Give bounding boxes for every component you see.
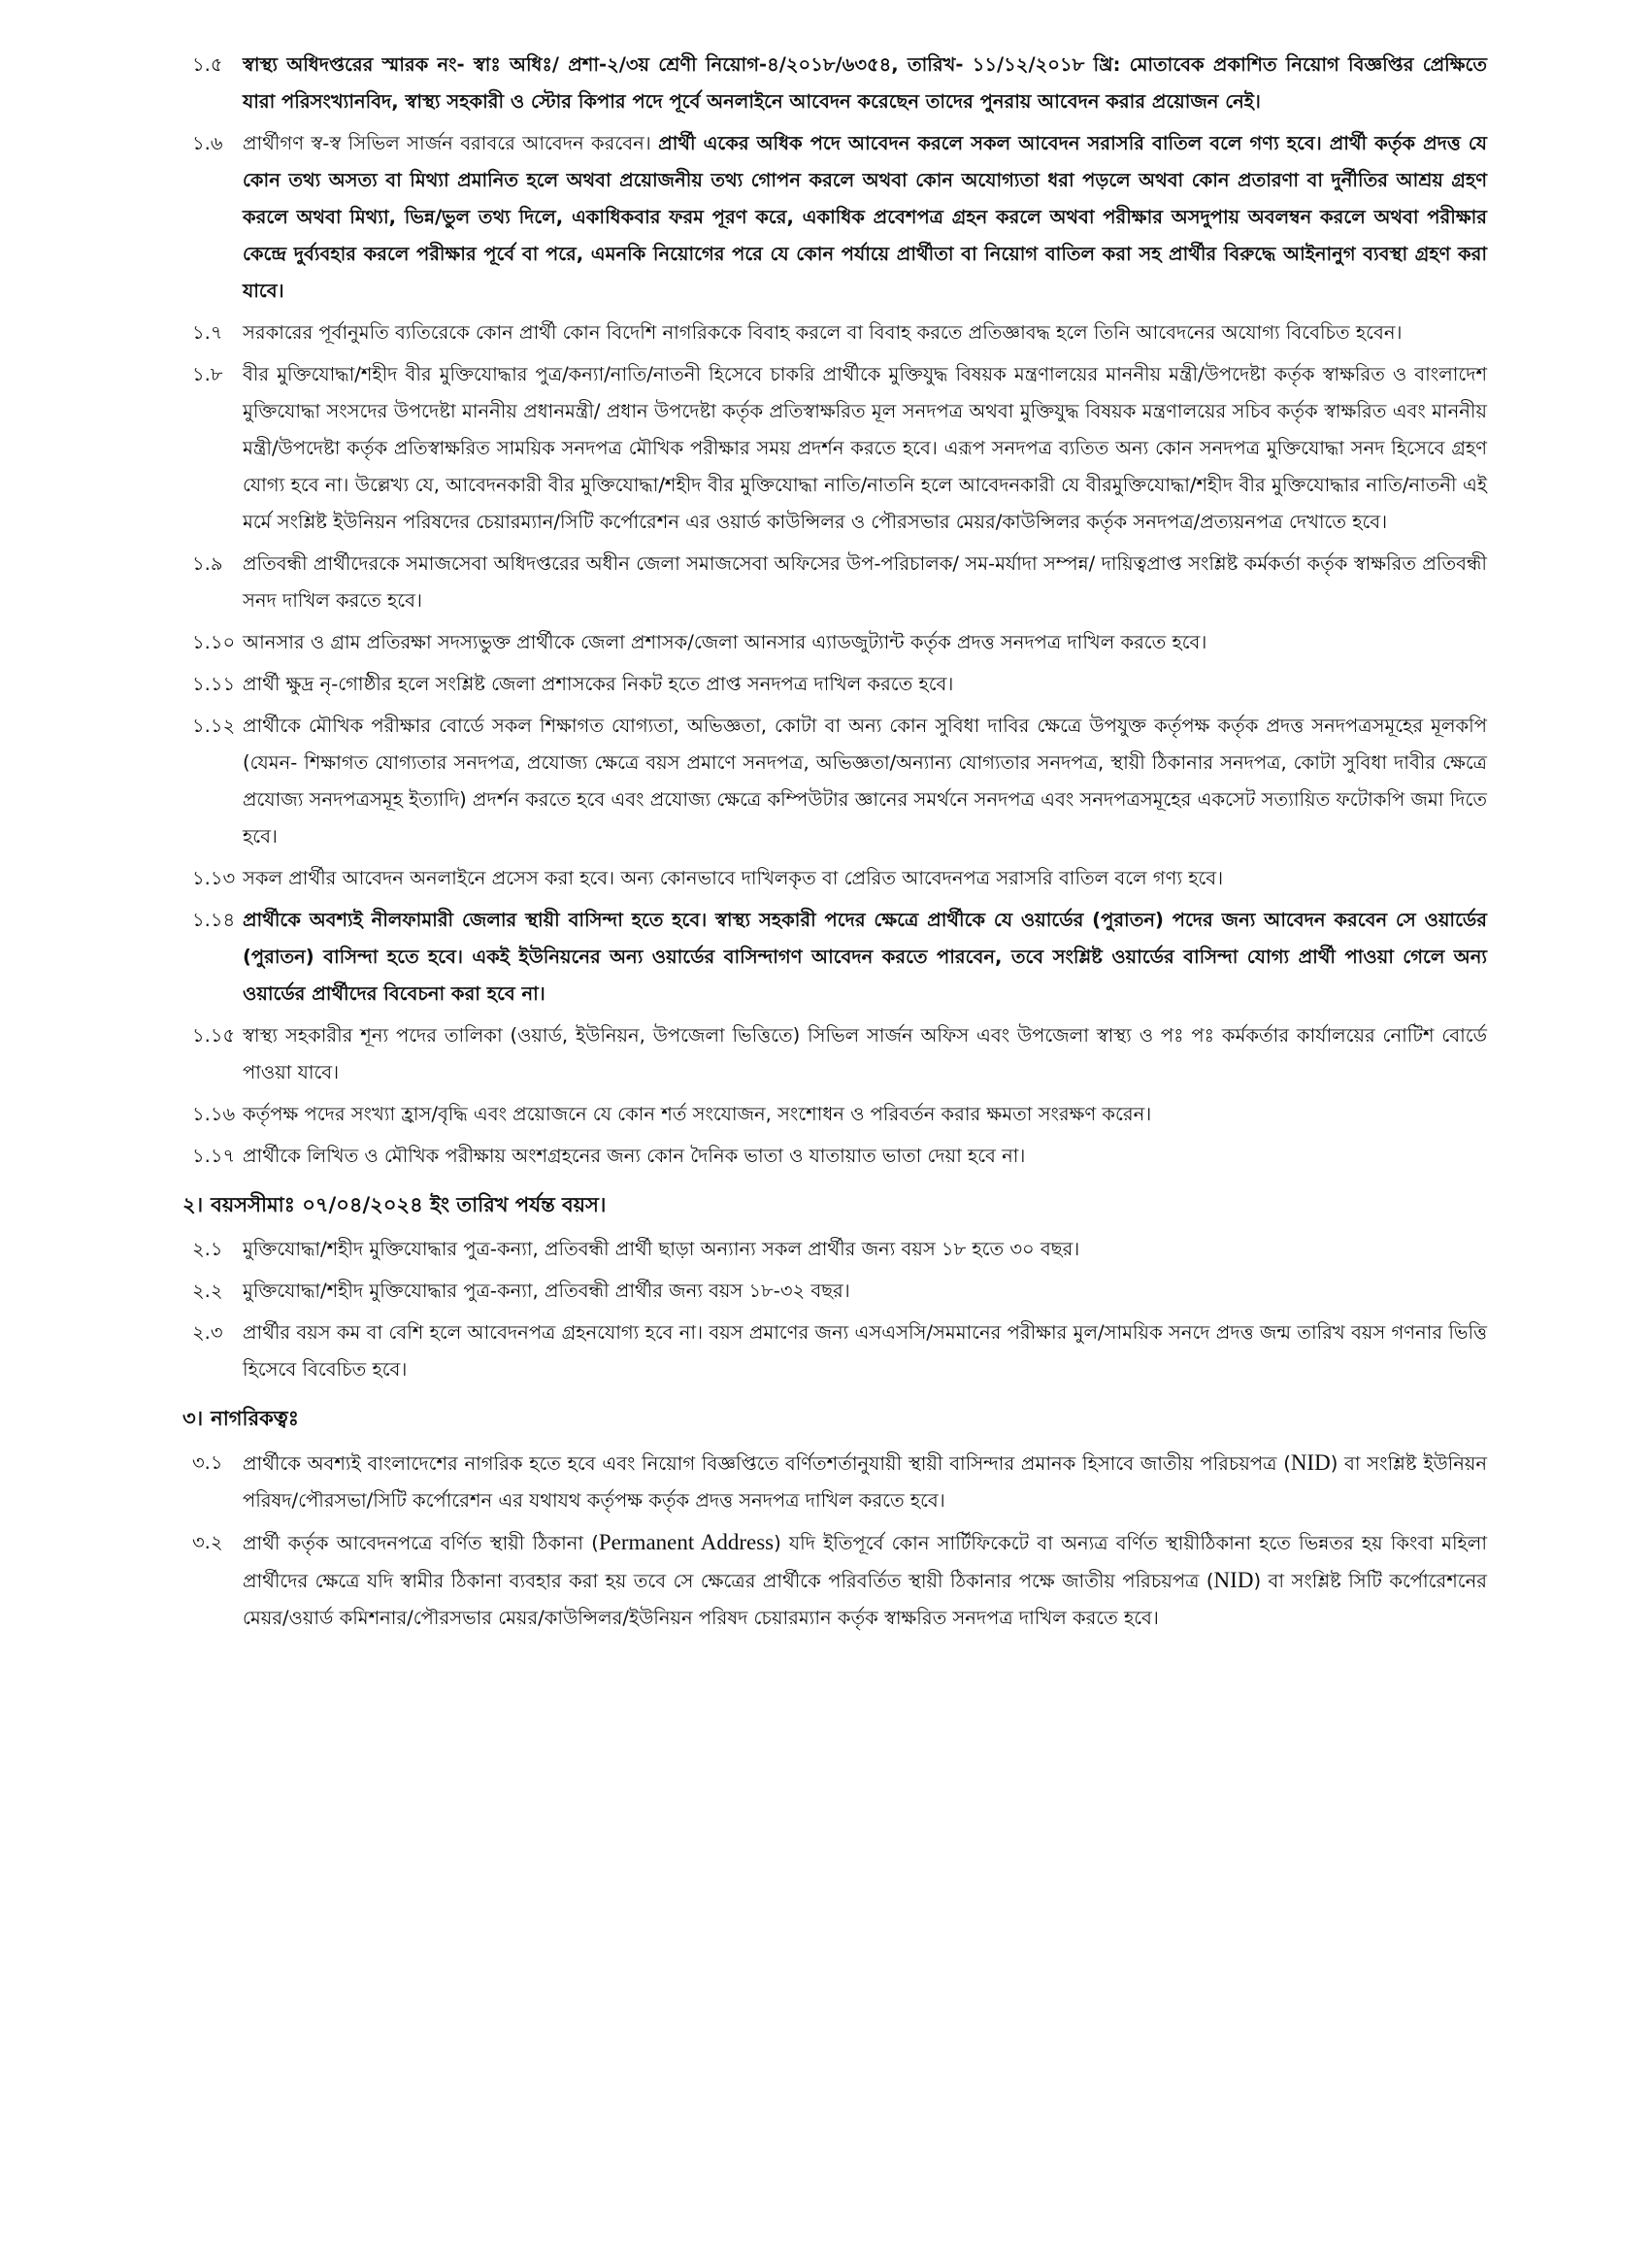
section-heading-age-limit — [182, 1186, 1487, 1223]
clause-1-6 — [192, 125, 1487, 310]
clause-number: ১.১৪ — [192, 909, 236, 931]
clause-1-15 — [192, 1017, 1487, 1091]
clause-text: স্বাস্থ্য সহকারীর শূন্য পদের তালিকা (ওয়ার্ড, ইউনিয়ন, উপজেলা ভিত্তিতে) সিভিল সার্জন অফিস এবং উপজেলা স্বাস্থ্য ও পঃ পঃ কর্মকর্তার কার্যালয়ের নোটিশ বোর্ডে পাওয়া যাবে। — [243, 1024, 1487, 1083]
clause-text: মুক্তিযোদ্ধা/শহীদ মুক্তিযোদ্ধার পুত্র-কন্যা, প্রতিবন্ধী প্রার্থীর জন্য বয়স ১৮-৩২ বছর। — [243, 1280, 850, 1302]
clause-1-10 — [192, 624, 1487, 661]
clause-3-2 — [192, 1524, 1487, 1637]
clause-number: ২.১ — [192, 1238, 223, 1260]
clause-text: স্বাস্থ্য অধিদপ্তরের স্মারক নং- স্বাঃ অধিঃ/ প্রশা-২/৩য় শ্রেণী নিয়োগ-৪/২০১৮/৬৩৫৪, তারিখ- ১১/১২/২০১৮ খ্রি: মোতাবেক প্রকাশিত নিয়োগ বিজ্ঞপ্তির প্রেক্ষিতে যারা পরিসংখ্যানবিদ, স্বাস্থ্য সহকারী ও স্টোর কিপার পদে পূর্বে অনলাইনে আবেদন করেছেন তাদের পুনরায় আবেদন করার প্রয়োজন নেই। — [243, 53, 1487, 113]
clause-text: ) যদি ইতিপূর্বে কোন সার্টিফিকেটে বা অন্যত্র বর্ণিত স্থায়ীঠিকানা হতে ভিন্নতর হয় কিংবা মহিলা প্রার্থীদের ক্ষেত্রে যদি স্বামীর ঠিকানা ব্যবহার করা হয় তবে সে ক্ষেত্রের প্রার্থীকে পরিবর্তিত স্থায়ী ঠিকানার পক্ষে জাতীয় পরিচয়পত্র ( — [243, 1532, 1487, 1592]
clause-text: প্রার্থীকে লিখিত ও মৌখিক পরীক্ষায় অংশগ্রহনের জন্য কোন দৈনিক ভাতা ও যাতায়াত ভাতা দেয়া হবে না। — [243, 1145, 1026, 1167]
clause-text: সকল প্রার্থীর আবেদন অনলাইনে প্রসেস করা হবে। অন্য কোনভাবে দাখিলকৃত বা প্রেরিত আবেদনপত্র সরাসরি বাতিল বলে গণ্য হবে। — [243, 867, 1224, 889]
section-number: ৩। — [182, 1407, 204, 1430]
clause-text: প্রার্থী ক্ষুদ্র নৃ-গোষ্ঠীর হলে সংশ্লিষ্ট জেলা প্রশাসকের নিকট হতে প্রাপ্ত সনদপত্র দাখিল করতে হবে। — [243, 673, 954, 695]
clause-text: প্রতিবন্ধী প্রার্থীদেরকে সমাজসেবা অধিদপ্তরের অধীন জেলা সমাজসেবা অফিসের উপ-পরিচালক/ সম-মর্যাদা সম্পন্ন/ দায়িত্বপ্রাপ্ত সংশ্লিষ্ট কর্মকর্তা কর্তৃক স্বাক্ষরিত প্রতিবন্ধী সনদ দাখিল করতে হবে। — [243, 552, 1487, 612]
clause-number: ৩.২ — [192, 1531, 223, 1553]
clause-text: আনসার ও গ্রাম প্রতিরক্ষা সদস্যভুক্ত প্রার্থীকে জেলা প্রশাসক/জেলা আনসার এ্যাডজুট্যান্ট কর্তৃক প্রদত্ত সনদপত্র দাখিল করতে হবে। — [243, 631, 1207, 653]
clause-1-16 — [192, 1096, 1487, 1133]
clause-3-1 — [192, 1445, 1487, 1519]
clause-number: ১.১০ — [192, 631, 236, 653]
clause-text: প্রার্থীকে অবশ্যই নীলফামারী জেলার স্থায়ী বাসিন্দা হতে হবে। স্বাস্থ্য সহকারী পদের ক্ষেত্রে প্রার্থীকে যে ওয়ার্ডের (পুরাতন) পদের জন্য আবেদন করবেন সে ওয়ার্ডের (পুরাতন) বাসিন্দা হতে হবে। একই ইউনিয়নের অন্য ওয়ার্ডের বাসিন্দাগণ আবেদন করতে পারবেন, তবে সংশ্লিষ্ট ওয়ার্ডের বাসিন্দা যোগ্য প্রার্থী পাওয়া গেলে অন্য ওয়ার্ডের প্রার্থীদের বিবেচনা করা হবে না। — [243, 909, 1487, 1005]
clause-number: ২.২ — [192, 1280, 223, 1302]
clause-text: প্রার্থীগণ স্ব-স্ব সিভিল সার্জন বরাবরে আবেদন করবেন। — [243, 132, 651, 154]
clause-text: বীর মুক্তিযোদ্ধা/শহীদ বীর মুক্তিযোদ্ধার পুত্র/কন্যা/নাতি/নাতনী হিসেবে চাকরি প্রার্থীকে মুক্তিযুদ্ধ বিষয়ক মন্ত্রণালয়ের মাননীয় মন্ত্রী/উপদেষ্টা কর্তৃক স্বাক্ষরিত ও বাংলাদেশ মুক্তিযোদ্ধা সংসদের উপদেষ্টা মাননীয় প্রধানমন্ত্রী/ প্রধান উপদেষ্টা কর্তৃক প্রতিস্বাক্ষরিত মূল সনদপত্র অথবা মুক্তিযুদ্ধ বিষয়ক মন্ত্রণালয়ের সচিব কর্তৃক স্বাক্ষরিত এবং মাননীয় মন্ত্রী/উপদেষ্টা কর্তৃক প্রতিস্বাক্ষরিত সাময়িক সনদপত্র মৌখিক পরীক্ষার সময় প্রদর্শন করতে হবে। এরূপ সনদপত্র ব্যতিত অন্য কোন সনদপত্র মুক্তিযোদ্ধা সনদ হিসেবে গ্রহণ যোগ্য হবে না। উল্লেখ্য যে, আবেদনকারী বীর মুক্তিযোদ্ধা/শহীদ বীর মুক্তিযোদ্ধা নাতি/নাতনি হলে আবেদনকারী যে বীরমুক্তিযোদ্ধা/শহীদ বীর মুক্তিযোদ্ধার নাতি/নাতনী এই মর্মে সংশ্লিষ্ট ইউনিয়ন পরিষদের চেয়ারম্যান/সিটি কর্পোরেশন এর ওয়ার্ড কাউন্সিলর ও পৌরসভার মেয়র/কাউন্সিলর কর্তৃক সনদপত্র/প্রত্যয়নপত্র দেখাতে হবে। — [243, 363, 1487, 533]
clause-2-2 — [192, 1273, 1487, 1310]
section-title: নাগরিকত্বঃ — [211, 1407, 299, 1430]
clause-latin-term: NID — [1290, 1450, 1331, 1475]
clause-1-5 — [192, 47, 1487, 120]
clause-number: ১.৭ — [192, 321, 223, 344]
clause-number: ৩.১ — [192, 1451, 223, 1474]
clause-latin-term: NID — [1213, 1568, 1254, 1592]
clause-number: ১.১৩ — [192, 867, 236, 889]
clause-2-1 — [192, 1231, 1487, 1268]
clause-2-3 — [192, 1315, 1487, 1388]
clause-latin-term: Permanent Address — [598, 1530, 775, 1554]
clause-1-13 — [192, 860, 1487, 897]
clause-text: প্রার্থীর বয়স কম বা বেশি হলে আবেদনপত্র গ্রহনযোগ্য হবে না। বয়স প্রমাণের জন্য এসএসসি/সমমানের পরীক্ষার মুল/সাময়িক সনদে প্রদত্ত জন্ম তারিখ বয়স গণনার ভিত্তি হিসেবে বিবেচিত হবে। — [243, 1321, 1487, 1381]
section-number: ২। — [182, 1193, 204, 1216]
clause-number: ১.১১ — [192, 673, 236, 695]
clause-text: ) বা সংশ্লিষ্ট ইউনিয়ন পরিষদ/পৌরসভা/সিটি কর্পোরেশন এর যথাযথ কর্তৃপক্ষ কর্তৃক প্রদত্ত সনদপত্র দাখিল করতে হবে। — [243, 1452, 1487, 1512]
clause-number: ১.১২ — [192, 715, 236, 737]
clause-1-12 — [192, 708, 1487, 855]
clause-text: ) বা সংশ্লিষ্ট সিটি কর্পোরেশনের মেয়র/ওয়ার্ড কমিশনার/পৌরসভার মেয়র/কাউন্সিলর/ইউনিয়ন পরিষদ চেয়ারম্যান কর্তৃক স্বাক্ষরিত সনদপত্র দাখিল করতে হবে। — [243, 1570, 1487, 1629]
clause-number: ১.৮ — [192, 363, 223, 385]
clause-text: সরকারের পূর্বানুমতি ব্যতিরেকে কোন প্রার্থী কোন বিদেশি নাগরিককে বিবাহ করলে বা বিবাহ করতে প্রতিজ্ঞাবদ্ধ হলে তিনি আবেদনের অযোগ্য বিবেচিত হবেন। — [243, 321, 1403, 344]
clause-number: ১.১৬ — [192, 1103, 236, 1125]
clause-1-11 — [192, 666, 1487, 703]
section-title: বয়সসীমাঃ ০৭/০৪/২০২৪ ইং তারিখ পর্যন্ত বয়স। — [211, 1193, 607, 1216]
clause-number: ১.১৭ — [192, 1145, 236, 1167]
clause-text-bold: প্রার্থী একের অধিক পদে আবেদন করলে সকল আবেদন সরাসরি বাতিল বলে গণ্য হবে। প্রার্থী কর্তৃক প্রদত্ত যে কোন তথ্য অসত্য বা মিথ্যা প্রমানিত হলে অথবা প্রয়োজনীয় তথ্য গোপন করলে অথবা কোন অযোগ্যতা ধরা পড়লে অথবা কোন প্রতারণা বা দুর্নীতির আশ্রয় গ্রহণ করলে অথবা মিথ্যা, ভিন্ন/ভুল তথ্য দিলে, একাধিকবার ফরম পূরণ করে, একাধিক প্রবেশপত্র গ্রহন করলে অথবা পরীক্ষার অসদুপায় অবলম্বন করলে অথবা পরীক্ষার কেন্দ্রে দুর্ব্যবহার করলে পরীক্ষার পূর্বে বা পরে, এমনকি নিয়োগের পরে যে কোন পর্যায়ে প্রার্থীতা বা নিয়োগ বাতিল করা সহ প্রার্থীর বিরুদ্ধে আইনানুগ ব্যবস্থা গ্রহণ করা যাবে। — [243, 132, 1487, 302]
section-heading-citizenship — [182, 1400, 1487, 1437]
clause-text: মুক্তিযোদ্ধা/শহীদ মুক্তিযোদ্ধার পুত্র-কন্যা, প্রতিবন্ধী প্রার্থী ছাড়া অন্যান্য সকল প্রার্থীর জন্য বয়স ১৮ হতে ৩০ বছর। — [243, 1238, 1080, 1260]
clause-number: ১.৫ — [192, 53, 223, 76]
clause-text: প্রার্থীকে মৌখিক পরীক্ষার বোর্ডে সকল শিক্ষাগত যোগ্যতা, অভিজ্ঞতা, কোটা বা অন্য কোন সুবিধা দাবির ক্ষেত্রে উপযুক্ত কর্তৃপক্ষ কর্তৃক প্রদত্ত সনদপত্রসমূহের মূলকপি (যেমন- শিক্ষাগত যোগ্যতার সনদপত্র, প্রযোজ্য ক্ষেত্রে বয়স প্রমাণে সনদপত্র, অভিজ্ঞতা/অন্যান্য যোগ্যতার সনদপত্র, স্থায়ী ঠিকানার সনদপত্র, কোটা সুবিধা দাবীর ক্ষেত্রে প্রযোজ্য সনদপত্রসমূহ ইত্যাদি) প্রদর্শন করতে হবে এবং প্রযোজ্য ক্ষেত্রে কম্পিউটার জ্ঞানের সমর্থনে সনদপত্র এবং সনদপত্রসমূহের একসেট সত্যায়িত ফটোকপি জমা দিতে হবে। — [243, 715, 1487, 848]
clause-text: কর্তৃপক্ষ পদের সংখ্যা হ্রাস/বৃদ্ধি এবং প্রয়োজনে যে কোন শর্ত সংযোজন, সংশোধন ও পরিবর্তন করার ক্ষমতা সংরক্ষণ করেন। — [243, 1103, 1152, 1125]
clause-number: ১.৬ — [192, 132, 223, 154]
clause-1-7 — [192, 315, 1487, 351]
clause-text: প্রার্থী কর্তৃক আবেদনপত্রে বর্ণিত স্থায়ী ঠিকানা ( — [243, 1532, 599, 1554]
clause-1-14 — [192, 902, 1487, 1013]
clause-1-8 — [192, 356, 1487, 541]
clause-1-9 — [192, 546, 1487, 619]
clause-1-17 — [192, 1138, 1487, 1175]
clause-number: ১.১৫ — [192, 1024, 236, 1047]
clause-number: ১.৯ — [192, 552, 223, 575]
clause-number: ২.৩ — [192, 1321, 223, 1344]
clause-text: প্রার্থীকে অবশ্যই বাংলাদেশের নাগরিক হতে হবে এবং নিয়োগ বিজ্ঞপ্তিতে বর্ণিতশর্তানুযায়ী স্থায়ী বাসিন্দার প্রমানক হিসাবে জাতীয় পরিচয়পত্র ( — [243, 1452, 1291, 1475]
